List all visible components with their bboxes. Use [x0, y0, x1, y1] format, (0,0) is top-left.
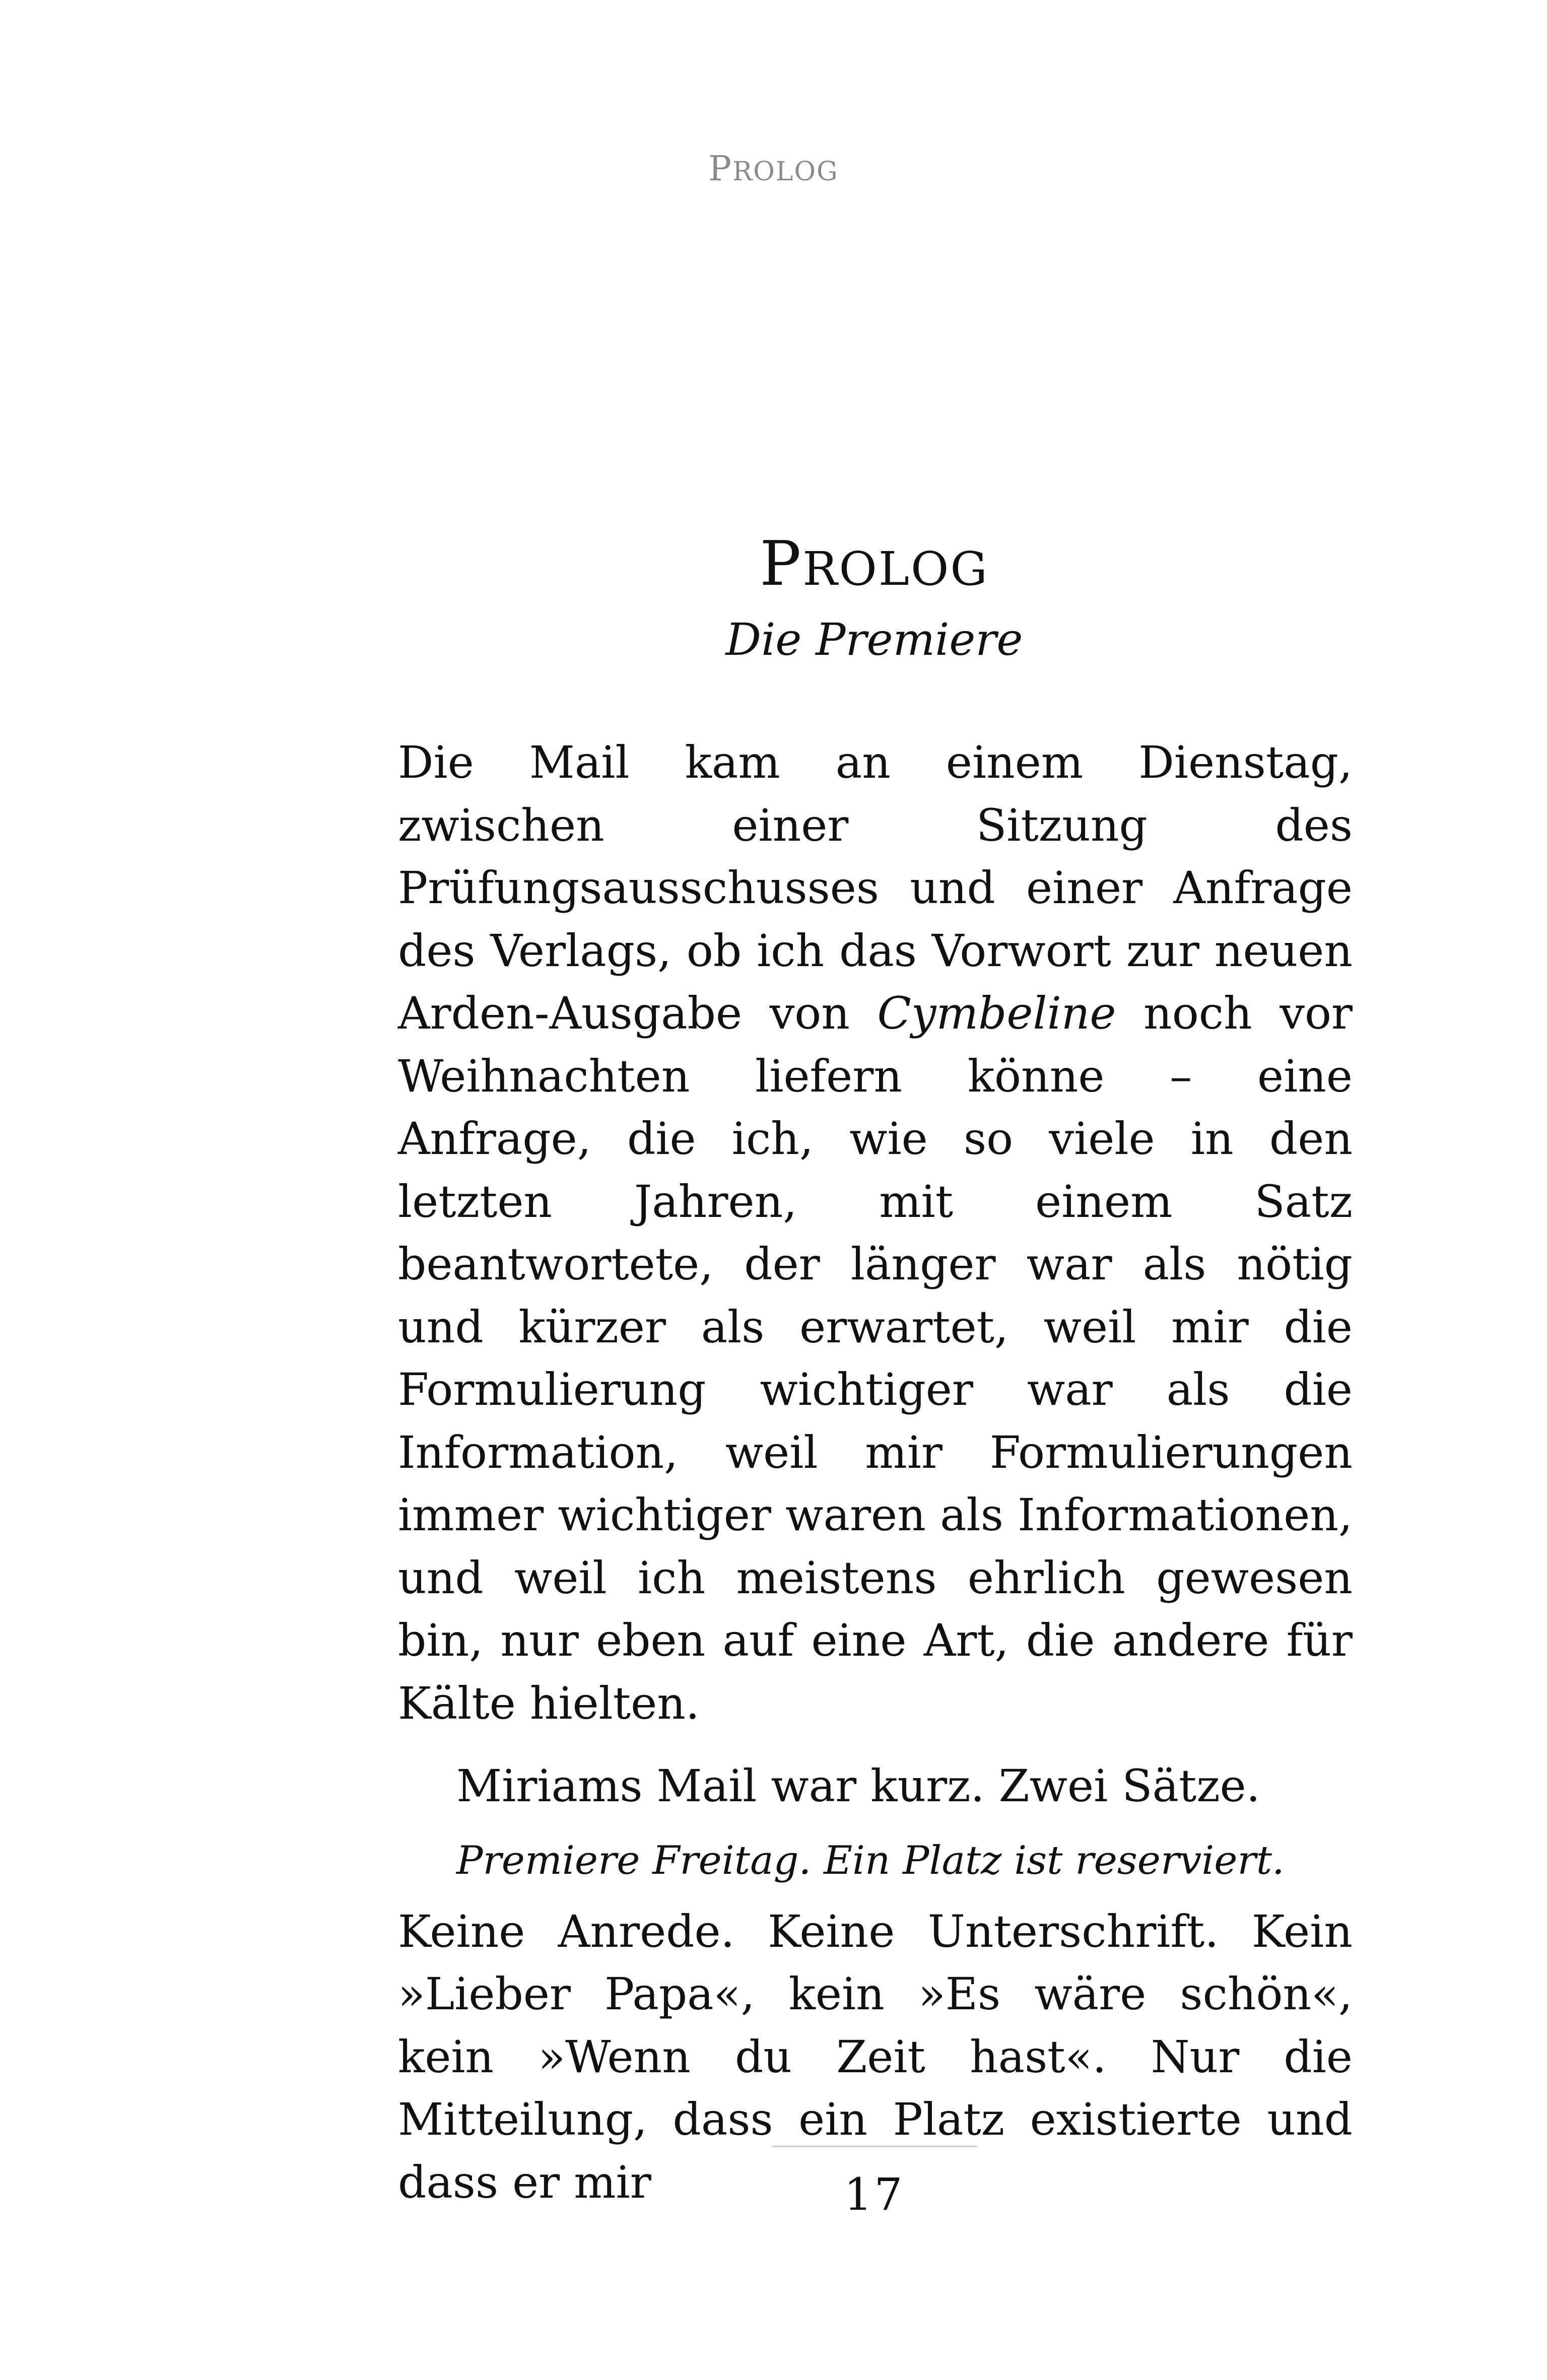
footer-rule [772, 2146, 977, 2147]
quoted-mail: Premiere Freitag. Ein Platz ist reserviert. [456, 1838, 1285, 1883]
paragraph-1 [398, 731, 1353, 1735]
work-title: Cymbeline [877, 987, 1116, 1039]
paragraph-1-text-a: Die Mail kam an einem Dienstag, zwischen einer Sitzung des Prüfungsausschusses und einer Anfrage des Verlags, ob ich das Vorwort zur neuen Arden-Ausgabe von [398, 736, 1353, 1039]
page-number: 17 [844, 2168, 905, 2220]
chapter-title-rest: ROLOG [802, 542, 989, 596]
running-head-initial: P [708, 149, 733, 189]
running-head-rest: ROLOG [732, 157, 839, 187]
running-head [0, 149, 1547, 189]
chapter-subtitle: Die Premiere [725, 614, 1023, 665]
chapter-title [0, 528, 1547, 599]
body-text [398, 731, 1353, 2214]
paragraph-2: Miriams Mail war kurz. Zwei Sätze. [456, 1760, 1260, 1812]
chapter-title-initial: P [760, 528, 803, 599]
paragraph-1-text-b: noch vor Weihnachten liefern könne – eine Anfrage, die ich, wie so viele in den letzten Jahren, mit einem Satz beantwortete, der länger war als nötig und kürzer als erwartet, weil mir die Formulierung wichtiger war als die Information, weil mir Formulierungen immer wichtiger waren als Informationen, und weil ich meistens ehrlich gewesen bin, nur eben auf eine Art, die andere für Kälte hielten. [398, 987, 1353, 1729]
paragraph-3: Keine Anrede. Keine Unterschrift. Kein »Lieber Papa«, kein »Es wäre schön«, kein »Wenn du Zeit hast«. Nur die Mitteilung, dass ein Platz existierte und dass er mir [398, 1905, 1353, 2208]
